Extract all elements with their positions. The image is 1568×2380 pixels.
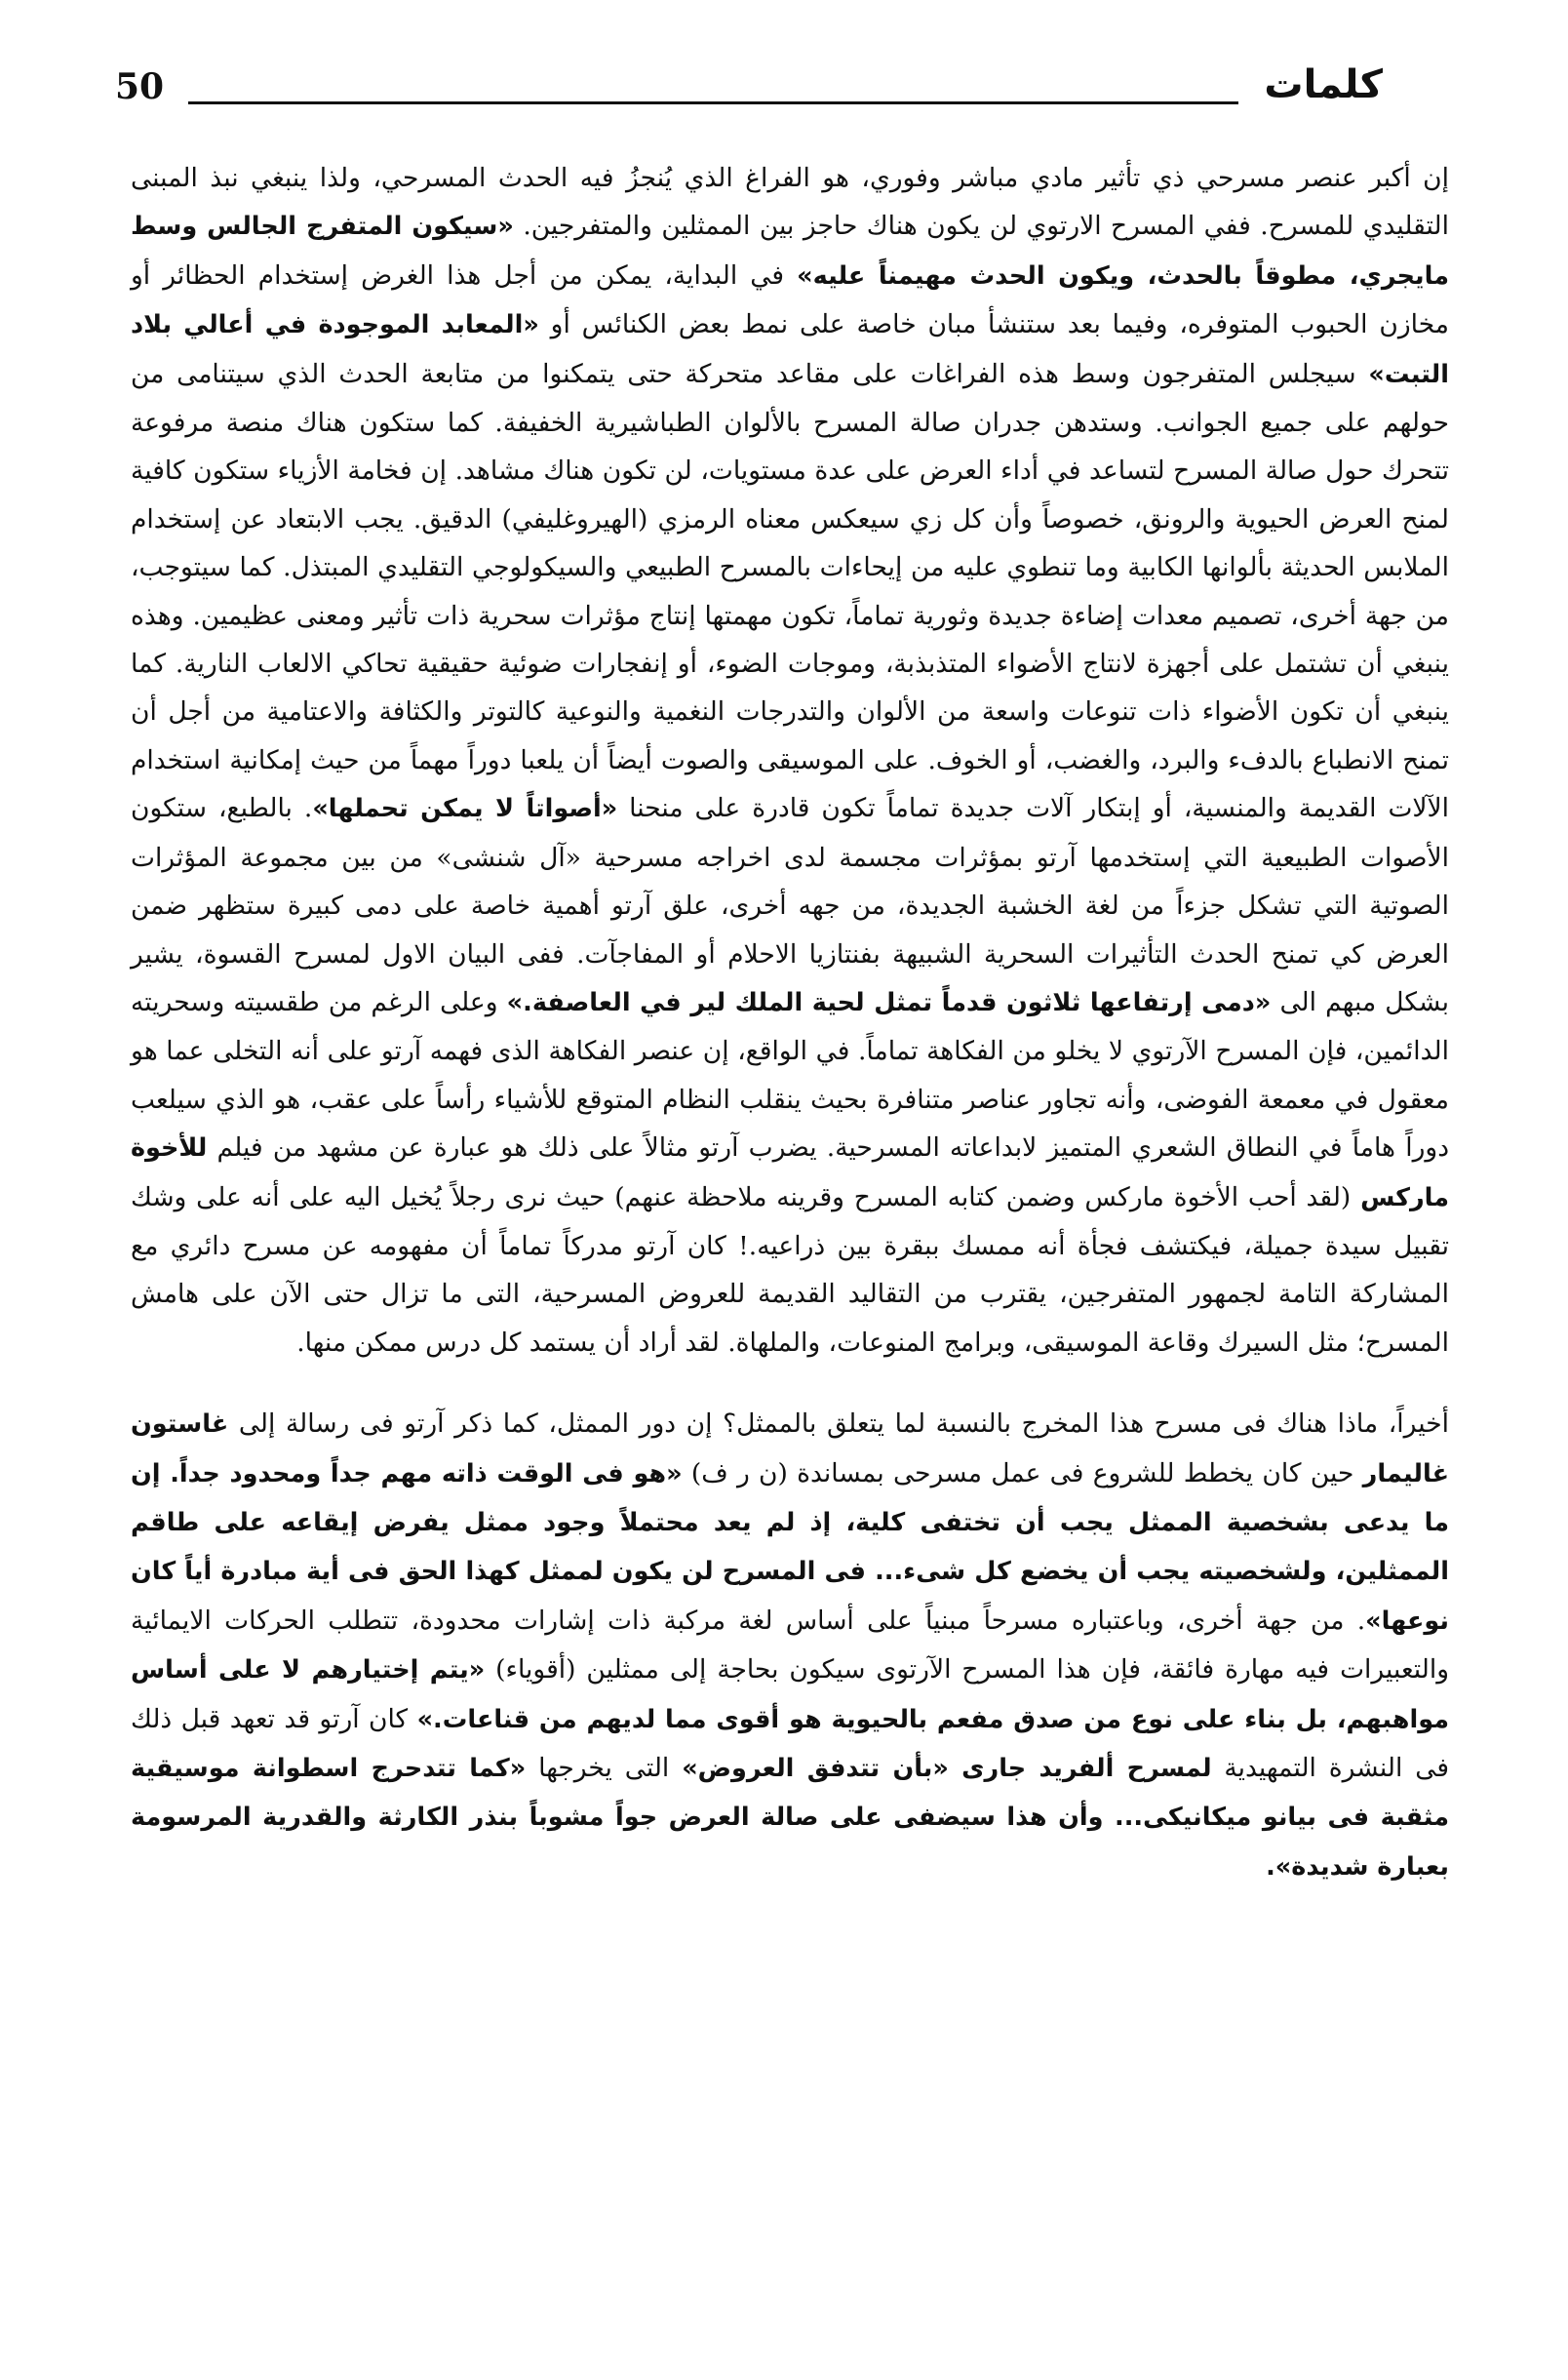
paragraph-1 bbox=[131, 154, 1449, 1367]
para2-bold-run: «هو فى الوقت ذاته مهم جداً ومحدود جداً. إن ما يدعى بشخصية الممثل يجب أن تختفى كلية، إذ لم يعد محتملاً وجود ممثل يفرض إيقاعه على طاقم الممثلين، ولشخصيته يجب أن يخضع كل شىء... فى المسرح لن يكون لممثل كهذا الحق فى أية مبادرة أياً كان نوعها» bbox=[131, 1458, 1449, 1636]
article-body bbox=[131, 154, 1449, 1891]
para1-run: إن أكبر عنصر مسرحي ذي تأثير مادي مباشر وفوري، هو الفراغ الذي يُنجزُ فيه الحدث المسرحي، ولذا ينبغي نبذ المبنى التقليدي للمسرح. ففي المسرح الارتوي لن يكون هناك حاجز بين الممثلين والمتفرجين. bbox=[131, 163, 1449, 242]
para1-bold-run: «أصواتاً لا يمكن تحملها» bbox=[312, 794, 618, 824]
para1-run: في البداية، يمكن من أجل هذا الغرض إستخدام الحظائر أو مخازن الحبوب المتوفره، وفيما بعد ستنشأ مبان خاصة على نمط بعض الكنائس أو bbox=[131, 259, 1449, 340]
para1-bold-run: «المعابد الموجودة في أعالي بلاد التبت» bbox=[131, 310, 1449, 389]
para2-run: . من جهة أخرى، وباعتباره مسرحاً مبنياً على أساس لغة مركبة ذات إشارات محدودة، تتطلب الحركات الايمائية والتعبيرات فيه مهارة فائقة، فإن هذا المسرح الآرتوى سيكون بحاجة إلى ممثلين (أقوياء) bbox=[131, 1605, 1450, 1686]
para2-run: التى يخرجها bbox=[526, 1753, 683, 1783]
paragraph-2 bbox=[131, 1400, 1449, 1891]
para1-run: سيجلس المتفرجون وسط هذه الفراغات على مقاعد متحركة حتى يتمكنوا من متابعة الحدث الذي سيتنامى من حولهم على جميع الجوانب. وستدهن جدران صالة المسرح بالألوان الطباشيرية الخفيفة. كما ستكون هناك منصة مرفوعة تتحرك حول صالة المسرح لتساعد في أداء العرض على عدة مستويات، لن تكون هناك مشاهد. إن فخامة الأزياء ستكون كافية لمنح العرض الحيوية والرونق، خصوصاً وأن كل زي سيعكس معناه الرمزي (الهيروغليفي) الدقيق. يجب الابتعاد عن إستخدام الملابس الحديثة بألوانها الكابية وما تنطوي عليه من إيحاءات بالمسرح الطبيعي والسيكولوجي التقليدي المبتذل. كما سيتوجب، من جهة أخرى، تصميم معدات إضاءة جديدة وثورية تماماً، تكون مهمتها إنتاج مؤثرات سحرية ذات تأثير ومعنى عظيمين. وهذه ينبغي أن تشتمل على أجهزة لانتاج الأضواء المتذبذبة، وموجات الضوء، أو إنفجارات ضوئية حقيقية تحاكي الالعاب النارية. كما ينبغي أن تكون الأضواء ذات تنوعات واسعة من الألوان والتدرجات النغمية والنوعية كالتوتر والكثافة والاعتامية من أجل أن تمنح الانطباع بالدفء والبرد، والغضب، أو الخوف. على الموسيقى والصوت أيضاً أن يلعبا دوراً مهماً من حيث إمكانية استخدام الآلات القديمة والمنسية، أو إبتكار آلات جديدة تماماً تكون قادرة على منحنا bbox=[131, 358, 1449, 824]
para2-run: حين كان يخطط للشروع فى عمل مسرحى بمساندة (ن ر ف) bbox=[682, 1457, 1363, 1488]
para1-run: . بالطبع، ستكون الأصوات الطبيعية التي إستخدمها آرتو بمؤثرات مجسمة لدى اخراجه مسرحية «آل شنشى» من بين مجموعة المؤثرات الصوتية التي تشكل جزءاً من لغة الخشبة الجديدة، من جهه أخرى، علق آرتو أهمية خاصة على دمى كبيرة ستظهر ضمن العرض كي تمنح الحدث التأثيرات السحرية الشبيهة بفنتازيا الاحلام أو المفاجآت. ففى البيان الاول لمسرح القسوة، يشير بشكل مبهم الى bbox=[131, 793, 1449, 1017]
para1-run: (لقد أحب الأخوة ماركس وضمن كتابه المسرح وقرينه ملاحظة عنهم) حيث نرى رجلاً يُخيل اليه على أنه على وشك تقبيل سيدة جميلة، فيكتشف فجأة أنه ممسك ببقرة بين ذراعيه.! كان آرتو مدركاً تماماً أن مفهومه عن مسرح دائري مع المشاركة التامة لجمهور المتفرجين، يقترب من التقاليد القديمة للعروض المسرحية، التى ما تزال حتى الآن على هامش المسرح؛ مثل السيرك وقاعة الموسيقى، وبرامج المنوعات، والملهاة. لقد أراد أن يستمد كل درس ممكن منها. bbox=[131, 1181, 1449, 1358]
page-number: 50 bbox=[115, 66, 165, 107]
section-title: كلمات bbox=[1264, 62, 1383, 107]
para2-bold-run: لمسرح ألفريد جارى «بأن تتدفق العروض» bbox=[682, 1754, 1212, 1783]
para1-bold-run: «دمى إرتفاعها ثلاثون قدماً تمثل لحية الملك لير في العاصفة.» bbox=[506, 987, 1272, 1017]
para1-bold-run: للأخوة ماركس bbox=[131, 1133, 1449, 1212]
para1-run: وعلى الرغم من طقسيته وسحريته الدائمين، فإن المسرح الآرتوي لا يخلو من الفكاهة تماماً. في الواقع، إن عنصر الفكاهة الذى فهمه آرتو على أنه التخلى عما هو معقول في معمعة الفوضى، وأنه تجاور عناصر متنافرة بحيث ينقلب النظام المتوقع للأشياء رأساً على عقب، هو الذي سيلعب دوراً هاماً في النطاق الشعري المتميز لابداعاته المسرحية. يضرب آرتو مثالاً على ذلك هو عبارة عن مشهد من فيلم bbox=[131, 986, 1449, 1164]
para2-bold-run: «يتم إختيارهم لا على أساس مواهبهم، بل بناء على نوع من صدق مفعم بالحيوية هو أقوى مما لديهم من قناعات.» bbox=[131, 1655, 1449, 1734]
header-rule bbox=[188, 101, 1238, 104]
para2-run: أخيراً، ماذا هناك فى مسرح هذا المخرج بالنسبة لما يتعلق بالممثل؟ إن دور الممثل، كما ذكر آرتو فى رسالة إلى bbox=[228, 1408, 1449, 1440]
para2-bold-run: غاستون غاليمار bbox=[131, 1409, 1449, 1488]
para2-bold-run: «كما تتدحرج اسطوانة موسيقية مثقبة فى بيانو ميكانيكى... وأن هذا سيضفى على صالة العرض جواً مشوباً بنذر الكارثة والقدرية المرسومة بعبارة شديدة». bbox=[131, 1754, 1449, 1882]
para2-run: كان آرتو قد تعهد قبل ذلك فى النشرة التمهيدية bbox=[131, 1703, 1449, 1783]
page-header bbox=[115, 62, 1383, 115]
para1-bold-run: «سيكون المتفرج الجالس وسط مايجري، مطوقاً بالحدث، ويكون الحدث مهيمناً عليه» bbox=[131, 212, 1449, 291]
